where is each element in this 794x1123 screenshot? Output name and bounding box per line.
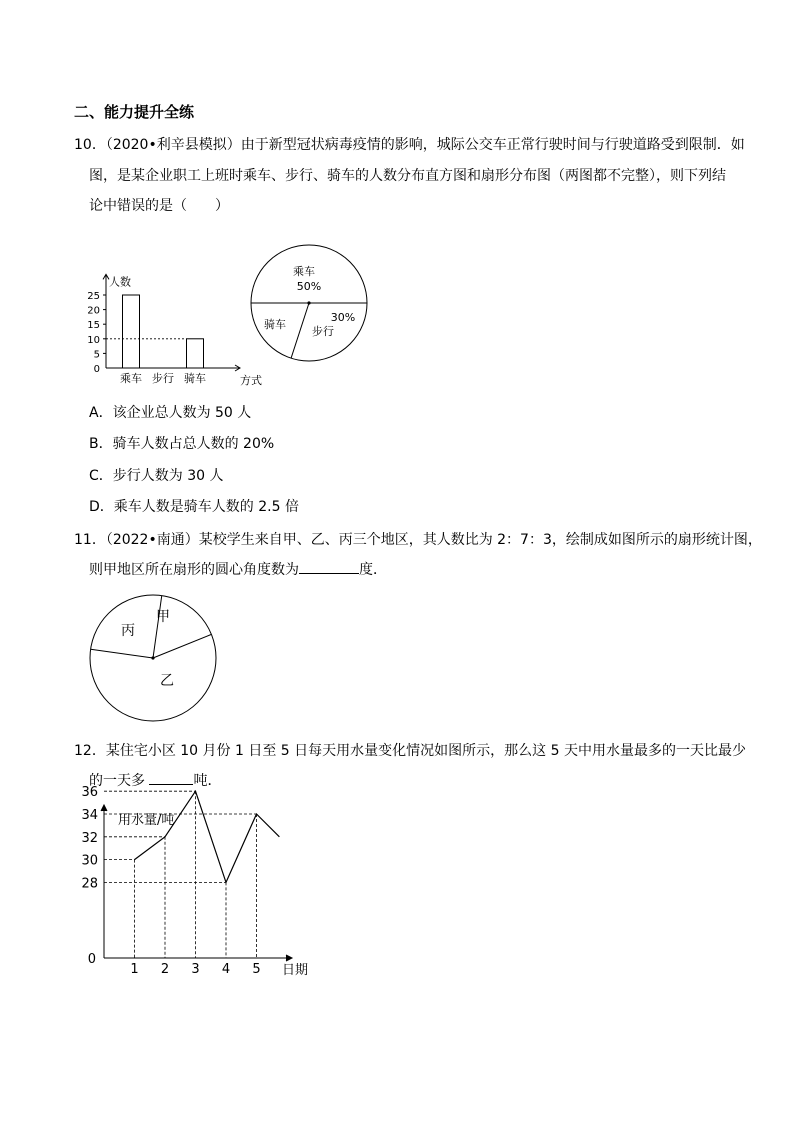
q10-pie-chart bbox=[248, 248, 370, 370]
q11-pie-chart bbox=[88, 591, 218, 721]
x-tick-label: 步行 bbox=[152, 372, 174, 385]
y-axis-arrow bbox=[101, 805, 107, 811]
pie-label-jia: 甲 bbox=[156, 609, 170, 625]
q10-option-d: D．乘车人数是骑车人数的 2.5 倍 bbox=[89, 499, 299, 515]
q10-option-b: B．骑车人数占总人数的 20% bbox=[89, 436, 275, 452]
y-tick-label: 28 bbox=[81, 876, 98, 892]
pie-label-qiche: 骑车 bbox=[264, 318, 286, 331]
y-tick-label: 15 bbox=[87, 320, 100, 332]
y-tick-label: 34 bbox=[81, 808, 98, 823]
q12-text-after: 吨． bbox=[193, 773, 222, 789]
q12-line-1: 12．某住宅小区 10 月份 1 日至 5 日每天用水量变化情况如图所示，那么这 5 天中用水量最多的一天比最少 bbox=[74, 743, 746, 759]
q12-text-before: 的一天多 bbox=[89, 773, 145, 789]
q11-answer-blank[interactable] bbox=[299, 573, 359, 574]
q11-text-before: 则甲地区所在扇形的圆心角度数为 bbox=[89, 562, 299, 578]
x-axis-arrow bbox=[286, 955, 292, 961]
x-tick-label: 骑车 bbox=[184, 372, 206, 385]
q11-line-1: 11．（2022•南通）某校学生来自甲、乙、丙三个地区，其人数比为 2：7：3，绘制成如图所示的扇形统计图， bbox=[74, 532, 762, 548]
x-axis-label: 日期 bbox=[282, 963, 309, 978]
y-axis-label: 人数 bbox=[109, 275, 131, 289]
pie-center-dot bbox=[151, 656, 154, 659]
y-tick-label: 20 bbox=[87, 305, 100, 317]
q10-option-c: C．步行人数为 30 人 bbox=[89, 468, 224, 484]
y-tick-label: 32 bbox=[81, 830, 98, 846]
x-tick-label: 5 bbox=[252, 962, 261, 977]
x-tick-label: 3 bbox=[191, 962, 200, 977]
section-title: 二、能力提升全练 bbox=[74, 103, 195, 121]
q12-answer-blank[interactable] bbox=[149, 784, 193, 785]
pie-center-dot bbox=[307, 301, 310, 304]
pie-label-bing: 丙 bbox=[121, 623, 135, 639]
y-tick-label: 5 bbox=[93, 349, 100, 361]
pie-label-buxing: 步行 bbox=[312, 325, 334, 338]
y-tick-label: 25 bbox=[87, 291, 100, 302]
origin-label: 0 bbox=[87, 952, 96, 967]
pie-label-chengche: 乘车 bbox=[293, 265, 315, 278]
bar bbox=[123, 295, 140, 368]
x-tick-label: 2 bbox=[160, 962, 170, 977]
pie-percent-chengche: 50% bbox=[296, 280, 322, 293]
q12-line-chart bbox=[81, 785, 326, 986]
y-tick-label: 36 bbox=[81, 785, 98, 801]
y-axis-label: 用水量/吨 bbox=[118, 813, 175, 828]
q10-line-3: 论中错误的是（ ） bbox=[89, 198, 229, 214]
q11-text-after: 度． bbox=[359, 562, 387, 578]
q10-line-2: 图，是某企业职工上班时乘车、步行、骑车的人数分布直方图和扇形分布图（两图都不完整），则下列结 bbox=[89, 168, 726, 184]
x-axis-label: 方式 bbox=[240, 374, 262, 387]
q10-line-1: 10．（2020•利辛县模拟）由于新型冠状病毒疫情的影响，城际公交车正常行驶时间与行驶道路受到限制．如 bbox=[74, 137, 745, 153]
bar bbox=[187, 339, 204, 368]
q11-line-2 bbox=[89, 560, 387, 580]
y-tick-label: 10 bbox=[87, 334, 100, 346]
y-tick-label: 0 bbox=[93, 364, 100, 375]
q12-line-2 bbox=[89, 771, 221, 791]
x-tick-label: 4 bbox=[221, 962, 231, 977]
x-tick-label: 1 bbox=[130, 962, 139, 977]
x-tick-label: 乘车 bbox=[120, 372, 142, 385]
q10-bar-chart bbox=[82, 224, 272, 392]
y-tick-label: 30 bbox=[81, 853, 98, 869]
pie-percent-buxing: 30% bbox=[330, 311, 356, 324]
pie-label-yi: 乙 bbox=[160, 673, 174, 689]
q10-option-a: A．该企业总人数为 50 人 bbox=[89, 405, 252, 421]
